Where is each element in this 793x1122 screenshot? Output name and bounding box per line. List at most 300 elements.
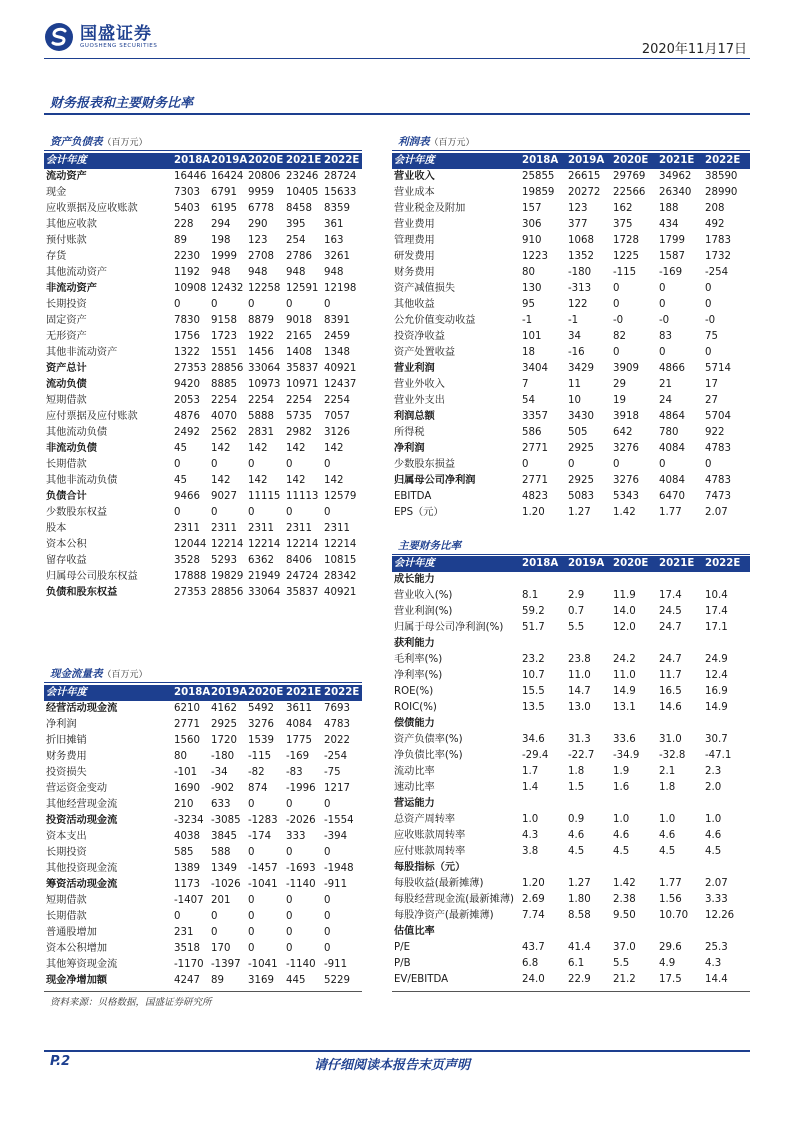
table-row [44, 877, 362, 893]
cell-value: -101 [174, 767, 198, 778]
cell-value: 6.8 [522, 958, 539, 969]
table-row [44, 749, 362, 765]
cell-value: 1.20 [522, 878, 545, 889]
cell-value: 20806 [248, 171, 281, 182]
cell-value: 142 [324, 443, 344, 454]
cell-value: 83 [659, 331, 672, 342]
cell-value: 2021E [659, 556, 705, 572]
table-row [44, 797, 362, 813]
cell-value [659, 860, 705, 876]
table-row [44, 233, 362, 249]
cell-value: 2021E [286, 153, 324, 169]
cell-value: 17.1 [705, 622, 728, 633]
cell-value: 5735 [286, 411, 312, 422]
cell-value: 1322 [174, 347, 200, 358]
cell-value: 2018A [174, 153, 211, 169]
table-row [44, 733, 362, 749]
cell-value: 24.5 [659, 606, 682, 617]
cell-value: 7830 [174, 315, 200, 326]
row-label: 营业费用 [394, 219, 435, 230]
cell-value: 45 [174, 475, 187, 486]
cell-value: 2771 [522, 475, 548, 486]
table-row [44, 249, 362, 265]
ratios-title: 主要财务比率 [398, 540, 461, 552]
cell-value: 0 [248, 895, 255, 906]
cell-value: -2026 [286, 815, 316, 826]
cell-value: -911 [324, 879, 348, 890]
company-logo [44, 22, 157, 52]
cell-value: -83 [286, 767, 303, 778]
table-row [392, 956, 750, 972]
cell-value: 0 [211, 459, 218, 470]
cell-value: 922 [705, 427, 725, 438]
row-label: 其他非流动负债 [46, 475, 118, 486]
cell-value: 2020E [613, 556, 659, 572]
cell-value: 38590 [705, 171, 738, 182]
row-label: 资本公积增加 [46, 943, 108, 954]
cell-value: 2311 [248, 523, 274, 534]
cell-value: 0 [286, 927, 293, 938]
cell-value: 31.0 [659, 734, 682, 745]
row-label: 现金 [46, 187, 67, 198]
row-label: 长期投资 [46, 847, 87, 858]
cell-value: 2925 [568, 475, 594, 486]
cell-value: 6791 [211, 187, 237, 198]
cell-value [568, 716, 613, 732]
cell-value: 0 [248, 847, 255, 858]
cell-value [568, 924, 613, 940]
cell-value: 0 [211, 927, 218, 938]
cell-value: 16424 [211, 171, 244, 182]
row-label: 会计年度 [44, 153, 174, 169]
table-row [392, 505, 750, 521]
row-label: 估值比率 [394, 926, 435, 937]
cell-value: 1456 [248, 347, 274, 358]
row-label: 其他筹资现金流 [46, 959, 118, 970]
table-row [392, 441, 750, 457]
cell-value: 0 [286, 507, 293, 518]
right-bottom-rule [392, 991, 750, 992]
table-row [44, 169, 362, 185]
table-header-row [44, 685, 362, 701]
cell-value: 170 [211, 943, 231, 954]
cell-value: -1041 [248, 959, 278, 970]
row-label: 现金净增加额 [46, 975, 108, 986]
cell-value [522, 860, 568, 876]
row-label: 毛利率(%) [394, 654, 443, 665]
cell-value: 5.5 [613, 958, 630, 969]
table-row [44, 925, 362, 941]
cell-value: -47.1 [705, 750, 732, 761]
table-subheader-row [392, 572, 750, 588]
cell-value: 1539 [248, 735, 274, 746]
cell-value: 3169 [248, 975, 274, 986]
cell-value: 33064 [248, 363, 281, 374]
cell-value: 0 [568, 459, 575, 470]
row-label: 长期借款 [46, 459, 87, 470]
cell-value: 6778 [248, 203, 274, 214]
cell-value: 12258 [248, 283, 281, 294]
cell-value: 5.5 [568, 622, 585, 633]
cell-value: 12214 [211, 539, 244, 550]
cell-value: 10971 [286, 379, 319, 390]
row-label: 营业收入(%) [394, 590, 453, 601]
row-label: 所得税 [394, 427, 425, 438]
cell-value: 41.4 [568, 942, 591, 953]
cell-value: 0 [248, 911, 255, 922]
cell-value: 0 [211, 299, 218, 310]
table-row [44, 393, 362, 409]
cell-value: 1.8 [568, 766, 585, 777]
cell-value: 1.27 [568, 878, 591, 889]
cell-value: 0.7 [568, 606, 585, 617]
cell-value [613, 716, 659, 732]
cell-value: 1690 [174, 783, 200, 794]
cell-value [613, 860, 659, 876]
row-label: 短期借款 [46, 895, 87, 906]
cell-value: 0 [211, 507, 218, 518]
cell-value: 1.42 [613, 507, 636, 518]
cell-value: 1.6 [613, 782, 630, 793]
cell-value: 12579 [324, 491, 357, 502]
cell-value: 395 [286, 219, 306, 230]
cell-value: 0 [705, 347, 712, 358]
row-label: 长期借款 [46, 911, 87, 922]
table-row [392, 361, 750, 377]
cell-value: 1775 [286, 735, 312, 746]
cell-value: 10.4 [705, 590, 728, 601]
cell-value: 1.77 [659, 507, 682, 518]
cell-value: 1.27 [568, 507, 591, 518]
row-label: 长期投资 [46, 299, 87, 310]
cell-value: 21.2 [613, 974, 636, 985]
row-label: P/E [394, 942, 411, 953]
cell-value: 1352 [568, 251, 594, 262]
data-source-note: 资料来源：贝格数据，国盛证券研究所 [50, 997, 212, 1008]
cell-value: 19 [613, 395, 626, 406]
cell-value: -911 [324, 959, 348, 970]
cell-value: 8.58 [568, 910, 591, 921]
cell-value: 0 [286, 459, 293, 470]
cell-value: -0 [705, 315, 716, 326]
cell-value: 142 [286, 475, 306, 486]
row-label: 营运能力 [394, 798, 435, 809]
cell-value: 12.4 [705, 670, 728, 681]
cell-value: 11.9 [613, 590, 636, 601]
table-subheader-row [392, 796, 750, 812]
cell-value: 1587 [659, 251, 685, 262]
cell-value: 23.8 [568, 654, 591, 665]
row-label: ROE(%) [394, 686, 434, 697]
cell-value: -254 [705, 267, 729, 278]
cell-value: 7303 [174, 187, 200, 198]
cell-value: 0 [324, 799, 331, 810]
page-number: P.2 [50, 1054, 71, 1069]
row-label: 经营活动现金流 [46, 703, 118, 714]
cell-value: 3404 [522, 363, 548, 374]
cell-value: 198 [211, 235, 231, 246]
row-label: 投资净收益 [394, 331, 445, 342]
cell-value: 2021E [286, 685, 324, 701]
row-label: 短期借款 [46, 395, 87, 406]
cell-value [659, 796, 705, 812]
cell-value: 2022E [324, 685, 362, 701]
cell-value: 3126 [324, 427, 350, 438]
cell-value: 4823 [522, 491, 548, 502]
cell-value: 948 [211, 267, 231, 278]
cell-value: 8879 [248, 315, 274, 326]
table-row [392, 457, 750, 473]
table-row [44, 717, 362, 733]
cell-value: -1283 [248, 815, 278, 826]
cell-value: 9466 [174, 491, 200, 502]
row-label: 预付账款 [46, 235, 87, 246]
cashflow-table [44, 685, 362, 989]
cell-value: -1 [522, 315, 533, 326]
cell-value: 10908 [174, 283, 207, 294]
cashflow-title-line [44, 682, 362, 683]
cell-value: 3845 [211, 831, 237, 842]
cell-value: 0 [613, 459, 620, 470]
cell-value: 4.6 [705, 830, 722, 841]
row-label: 营业成本 [394, 187, 435, 198]
cell-value: 2311 [174, 523, 200, 534]
cell-value [659, 716, 705, 732]
cell-value: 290 [248, 219, 268, 230]
cell-value: 24.0 [522, 974, 545, 985]
cell-value: 15.5 [522, 686, 545, 697]
table-row [392, 876, 750, 892]
row-label: 折旧摊销 [46, 735, 87, 746]
cell-value: 9158 [211, 315, 237, 326]
cell-value: 4783 [705, 475, 731, 486]
cell-value: 28990 [705, 187, 738, 198]
table-row [392, 217, 750, 233]
row-label: 股本 [46, 523, 67, 534]
cell-value: 0 [659, 459, 666, 470]
table-row [392, 604, 750, 620]
cell-value: 1.0 [659, 814, 676, 825]
cashflow-title: 现金流量表（百万元） [50, 668, 148, 680]
row-label: 负债合计 [46, 491, 87, 502]
cell-value: 0 [324, 507, 331, 518]
cell-value: 14.9 [613, 686, 636, 697]
ratios-table [392, 556, 750, 988]
table-row [44, 893, 362, 909]
table-row [44, 313, 362, 329]
table-row [392, 732, 750, 748]
cell-value: 2020E [248, 153, 286, 169]
cell-value: -34.9 [613, 750, 640, 761]
table-row [392, 780, 750, 796]
row-label: 投资活动现金流 [46, 815, 118, 826]
table-row [392, 588, 750, 604]
cell-value: 4.9 [659, 958, 676, 969]
cell-value: 1068 [568, 235, 594, 246]
cell-value: 4038 [174, 831, 200, 842]
cell-value: 10.70 [659, 910, 689, 921]
cell-value: 4.3 [705, 958, 722, 969]
table-row [44, 585, 362, 601]
cell-value: 24.7 [659, 654, 682, 665]
cell-value: 4.5 [613, 846, 630, 857]
cell-value: 30.7 [705, 734, 728, 745]
table-header-row [392, 153, 750, 169]
cell-value: 34.6 [522, 734, 545, 745]
table-row [44, 957, 362, 973]
cell-value: 0 [248, 299, 255, 310]
table-row [392, 940, 750, 956]
cell-value: 8406 [286, 555, 312, 566]
cell-value: 1348 [324, 347, 350, 358]
cell-value: 26615 [568, 171, 601, 182]
cell-value: -1554 [324, 815, 354, 826]
cell-value [705, 924, 750, 940]
cell-value: 1.80 [568, 894, 591, 905]
cell-value: -3085 [211, 815, 241, 826]
table-row [44, 361, 362, 377]
cell-value: 17.4 [705, 606, 728, 617]
cell-value: 0 [324, 459, 331, 470]
row-label: 流动负债 [46, 379, 87, 390]
cell-value: 35837 [286, 363, 319, 374]
row-label: 资产总计 [46, 363, 87, 374]
cell-value: 3430 [568, 411, 594, 422]
cell-value: 11113 [286, 491, 319, 502]
cell-value: 16446 [174, 171, 207, 182]
cell-value: 11 [568, 379, 581, 390]
cell-value: 0 [174, 507, 181, 518]
table-row [392, 812, 750, 828]
row-label: 其他投资现金流 [46, 863, 118, 874]
cell-value: 1756 [174, 331, 200, 342]
cell-value: 27353 [174, 363, 207, 374]
cell-value: 254 [286, 235, 306, 246]
cell-value: 5714 [705, 363, 731, 374]
cell-value: 588 [211, 847, 231, 858]
cell-value: -0 [613, 315, 624, 326]
income-statement-title: 利润表（百万元） [398, 136, 475, 148]
row-label: 留存收益 [46, 555, 87, 566]
cell-value: 2022E [324, 153, 362, 169]
cell-value: -180 [211, 751, 235, 762]
cell-value: 5704 [705, 411, 731, 422]
cell-value: 3276 [613, 475, 639, 486]
cell-value: 11115 [248, 491, 281, 502]
cell-value: 1922 [248, 331, 274, 342]
cell-value: 80 [174, 751, 187, 762]
row-label: 成长能力 [394, 574, 435, 585]
cell-value: 2254 [324, 395, 350, 406]
cell-value: 1.7 [522, 766, 539, 777]
cell-value: 445 [286, 975, 306, 986]
table-row [392, 185, 750, 201]
table-header-row [392, 556, 750, 572]
cell-value: 2254 [248, 395, 274, 406]
table-row [44, 297, 362, 313]
table-row [392, 764, 750, 780]
cell-value: -16 [568, 347, 585, 358]
table-row [392, 652, 750, 668]
cell-value [659, 572, 705, 588]
cell-value: 910 [522, 235, 542, 246]
cell-value: 2018A [522, 556, 568, 572]
cell-value: -1041 [248, 879, 278, 890]
row-label: 资本公积 [46, 539, 87, 550]
cell-value: 7473 [705, 491, 731, 502]
cell-value: 12214 [286, 539, 319, 550]
cell-value: 2.07 [705, 507, 728, 518]
cell-value: 6210 [174, 703, 200, 714]
section-title: 财务报表和主要财务比率 [50, 96, 194, 111]
row-label: 营业利润(%) [394, 606, 453, 617]
table-row [392, 201, 750, 217]
cell-value: -34 [211, 767, 228, 778]
cell-value: 1.0 [613, 814, 630, 825]
cell-value: 1728 [613, 235, 639, 246]
cell-value: 17888 [174, 571, 207, 582]
cell-value [568, 796, 613, 812]
cell-value: 2018A [522, 153, 568, 169]
cell-value: 294 [211, 219, 231, 230]
row-label: 每股净资产(最新摊薄) [394, 910, 494, 921]
cell-value: 54 [522, 395, 535, 406]
table-row [392, 668, 750, 684]
cell-value: -1170 [174, 959, 204, 970]
row-label: 营业利润 [394, 363, 435, 374]
cell-value: 3276 [613, 443, 639, 454]
cell-value: 24724 [286, 571, 319, 582]
cell-value: 3528 [174, 555, 200, 566]
cell-value: 0 [613, 283, 620, 294]
cell-value: 17 [705, 379, 718, 390]
cell-value [568, 636, 613, 652]
cell-value: 1408 [286, 347, 312, 358]
cell-value: 12591 [286, 283, 319, 294]
cell-value: 5888 [248, 411, 274, 422]
table-row [44, 265, 362, 281]
row-label: 其他应收款 [46, 219, 97, 230]
cell-value: 12214 [248, 539, 281, 550]
cell-value: 16.9 [705, 686, 728, 697]
cell-value: 0 [705, 283, 712, 294]
table-row [392, 169, 750, 185]
cell-value [705, 860, 750, 876]
cell-value: 12198 [324, 283, 357, 294]
cell-value: 2254 [286, 395, 312, 406]
table-row [44, 781, 362, 797]
cell-value: -1693 [286, 863, 316, 874]
cell-value [705, 796, 750, 812]
table-subheader-row [392, 860, 750, 876]
cell-value [659, 636, 705, 652]
cell-value: 43.7 [522, 942, 545, 953]
cell-value: 142 [286, 443, 306, 454]
cell-value: 8458 [286, 203, 312, 214]
row-label: 会计年度 [392, 153, 522, 169]
logo-mark-icon [44, 22, 74, 52]
row-label: 应收账款周转率 [394, 830, 466, 841]
cell-value: 2708 [248, 251, 274, 262]
cell-value: 948 [286, 267, 306, 278]
cell-value: 3.33 [705, 894, 728, 905]
cell-value: 642 [613, 427, 633, 438]
cell-value: 26340 [659, 187, 692, 198]
cell-value: -169 [659, 267, 683, 278]
cell-value: -1140 [286, 959, 316, 970]
cell-value: 2019A [568, 556, 613, 572]
cell-value: 208 [705, 203, 725, 214]
